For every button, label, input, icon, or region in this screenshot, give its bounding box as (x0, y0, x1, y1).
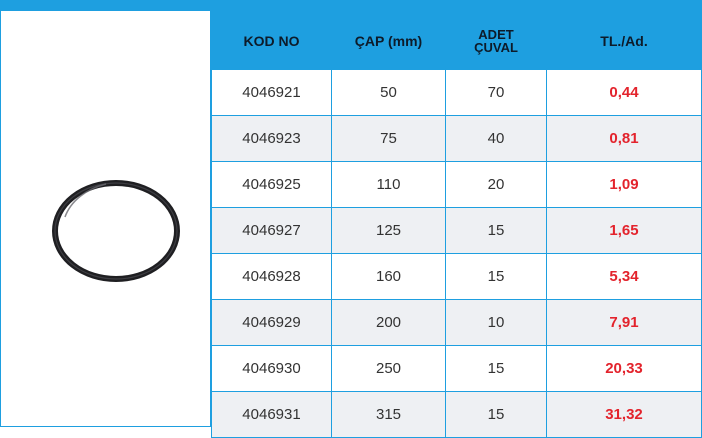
header-price: TL./Ad. (547, 12, 702, 70)
cell-kod: 4046930 (212, 346, 332, 392)
cell-price: 0,44 (547, 70, 702, 116)
o-ring-seal-icon (51, 179, 181, 283)
cell-adet: 15 (446, 208, 547, 254)
top-accent-bar (1, 1, 701, 11)
cell-adet: 15 (446, 392, 547, 438)
header-kod-no: KOD NO (212, 12, 332, 70)
table-row (212, 70, 702, 116)
cell-kod: 4046928 (212, 254, 332, 300)
cell-price: 0,81 (547, 116, 702, 162)
product-image-cell (1, 11, 211, 426)
cell-cap: 200 (332, 300, 446, 346)
cell-cap: 315 (332, 392, 446, 438)
table-header-row (212, 12, 702, 70)
cell-adet: 40 (446, 116, 547, 162)
cell-adet: 70 (446, 70, 547, 116)
table-row (212, 392, 702, 438)
cell-cap: 250 (332, 346, 446, 392)
table-row (212, 300, 702, 346)
cell-cap: 125 (332, 208, 446, 254)
header-adet-line2: ÇUVAL (474, 39, 518, 55)
cell-adet: 15 (446, 254, 547, 300)
cell-price: 1,65 (547, 208, 702, 254)
cell-adet: 20 (446, 162, 547, 208)
cell-price: 5,34 (547, 254, 702, 300)
cell-kod: 4046923 (212, 116, 332, 162)
cell-price: 20,33 (547, 346, 702, 392)
cell-cap: 110 (332, 162, 446, 208)
cell-kod: 4046931 (212, 392, 332, 438)
header-adet-cuval (446, 12, 547, 70)
table-row (212, 116, 702, 162)
cell-cap: 50 (332, 70, 446, 116)
cell-cap: 75 (332, 116, 446, 162)
cell-kod: 4046927 (212, 208, 332, 254)
cell-price: 31,32 (547, 392, 702, 438)
table-row (212, 254, 702, 300)
table-row (212, 162, 702, 208)
price-table (211, 11, 702, 438)
cell-adet: 10 (446, 300, 547, 346)
cell-kod: 4046925 (212, 162, 332, 208)
table-row (212, 346, 702, 392)
table-row (212, 208, 702, 254)
cell-cap: 160 (332, 254, 446, 300)
header-cap: ÇAP (mm) (332, 12, 446, 70)
cell-adet: 15 (446, 346, 547, 392)
cell-price: 7,91 (547, 300, 702, 346)
cell-kod: 4046929 (212, 300, 332, 346)
cell-price: 1,09 (547, 162, 702, 208)
cell-kod: 4046921 (212, 70, 332, 116)
header-adet-line1: ADET (478, 26, 514, 42)
